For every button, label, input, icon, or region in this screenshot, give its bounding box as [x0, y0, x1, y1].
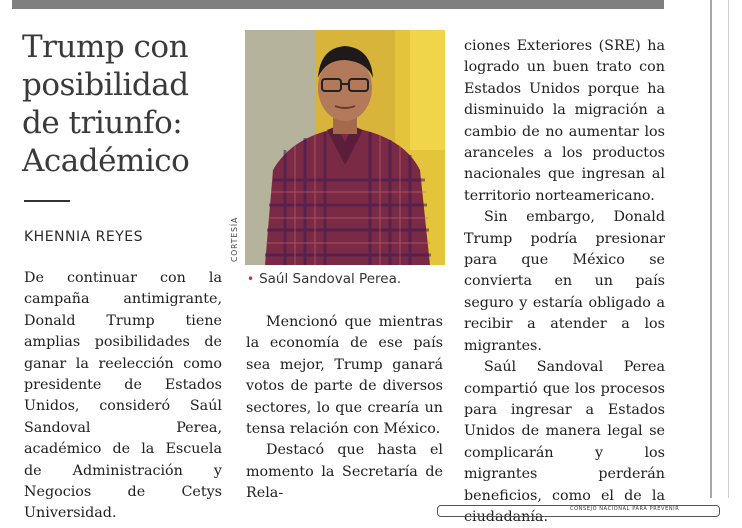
paragraph: Destacó que hasta el momento la Secretaría de Rela-	[246, 442, 443, 502]
article-byline: KHENNIA REYES	[24, 229, 144, 245]
paragraph: De continuar con la campaña antimigrante, Donald Trump tiene amplias posibilidades de ganar la reelección como presidente de Estados Unidos, consideró Saúl Sandoval Perea, académico de la Escuela de Administración y Negocios de Cetys Universidad.	[24, 270, 222, 522]
caption-bullet-icon: •	[247, 272, 255, 286]
column-divider	[710, 0, 712, 498]
article-column-1	[24, 268, 222, 525]
paragraph: Saúl Sandoval Perea compartió que los procesos para ingresar a Estados Unidos de manera legal se complicarán y los migrantes perderán beneficios, como el de la ciudadanía.	[464, 359, 665, 525]
article-column-2	[246, 312, 443, 505]
paragraph: Mencionó que mientras la economía de ese país sea mejor, Trump ganará votos de parte de diversos sectores, lo que crearía un tensa relación con México.	[246, 314, 443, 438]
portrait-image	[245, 30, 445, 265]
caption-text: Saúl Sandoval Perea.	[259, 271, 402, 287]
paragraph: Sin embargo, Donald Trump podría presionar para que México se convierta en un país seguro y estaría obligado a recibir a atender a los migrantes.	[464, 209, 665, 354]
photo-caption	[247, 271, 401, 287]
page-edge-rule	[728, 0, 729, 498]
photo-credit: CORTESÍA	[230, 216, 239, 262]
article-photo	[245, 30, 445, 265]
paragraph: ciones Exteriores (SRE) ha logrado un buen trato con Estados Unidos porque ha disminuido la migración a cambio de no aumentar los aranceles a los productos nacionales que ingresan al territorio norteamericano.	[464, 38, 665, 204]
top-section-bar	[12, 0, 664, 9]
footer-ad-text: CONSEJO NACIONAL PARA PREVENIR	[570, 506, 680, 512]
article-headline: Trump con posibilidad de triunfo: Académico	[22, 29, 190, 179]
article-column-3	[464, 36, 665, 528]
headline-divider	[24, 200, 70, 202]
